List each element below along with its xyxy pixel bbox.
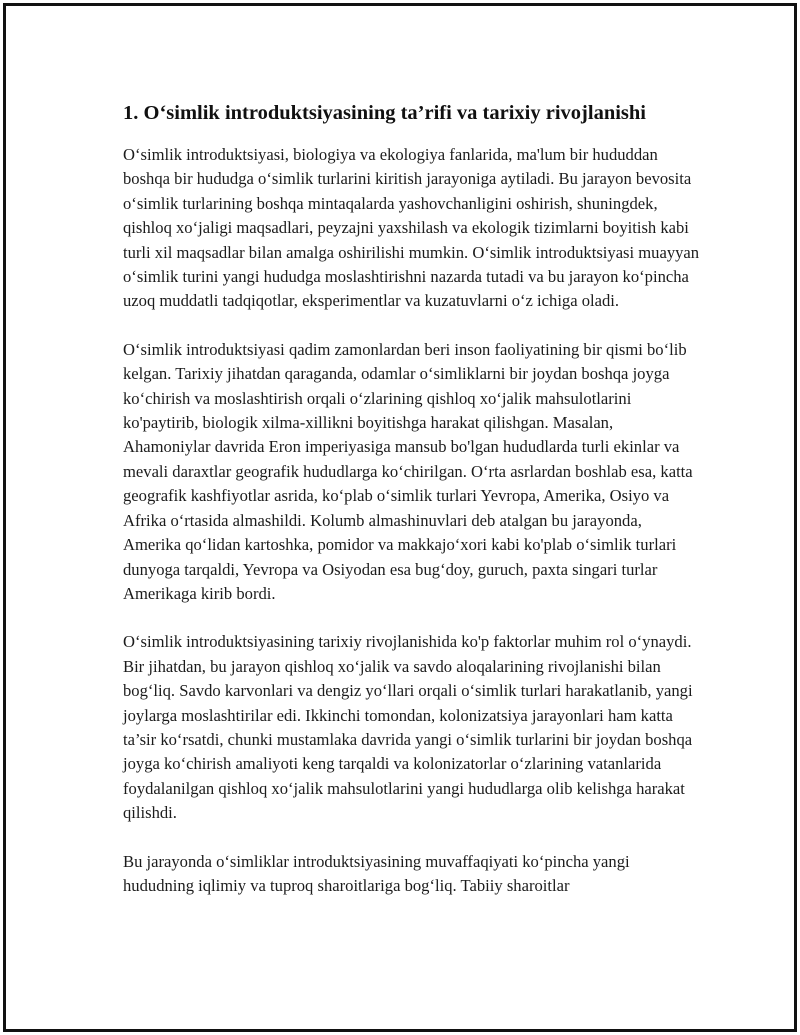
paragraph-factors: O‘simlik introduktsiyasining tarixiy rivojlanishida ko'p faktorlar muhim rol o‘ynaydi. Bir jihatdan, bu jarayon qishloq xo‘jalik va savdo aloqalarining rivojlanishi bilan bog‘liq. Savdo karvonlari va dengiz yo‘llari orqali o‘simlik turlari harakatlanib, yangi joylarga moslashtirilar edi. Ikkinchi tomondan, kolonizatsiya jarayonlari ham katta ta’sir ko‘rsatdi, chunki mustamlaka davrida yangi o‘simlik turlarini bir joydan boshqa joyga ko‘chirish amaliyoti keng tarqaldi va kolonizatorlar o‘zlarining vatanlarida foydalanilgan qishloq xo‘jalik mahsulotlarini yangi hududlarga olib kelishga harakat qilishdi. xyxy=(123,632,693,823)
paragraph-history: O‘simlik introduktsiyasi qadim zamonlardan beri inson faoliyatining bir qismi bo‘lib kelgan. Tarixiy jihatdan qaraganda, odamlar o‘simliklarni bir joydan boshqa joyga ko‘chirish va moslashtirish orqali o‘zlarining qishloq xo‘jalik mahsulotlarini ko'paytirib, biologik xilma-xillikni boyitishga harakat qilishgan. Masalan, Ahamoniylar davrida Eron imperiyasiga mansub bo'lgan hududlarda turli ekinlar va mevali daraxtlar geografik hududlarga ko‘chirilgan. O‘rta asrlardan boshlab esa, katta geografik kashfiyotlar asrida, ko‘plab o‘simlik turlari Yevropa, Amerika, Osiyo va Afrika o‘rtasida almashildi. Kolumb almashinuvlari deb atalgan bu jarayonda, Amerika qo‘lidan kartoshka, pomidor va makkajo‘xori kabi ko'plab o‘simlik turlari dunyoga tarqaldi, Yevropa va Osiyodan esa bug‘doy, guruch, paxta singari turlar Amerikaga kirib bordi. xyxy=(123,339,693,603)
paragraph-success-conditions: Bu jarayonda o‘simliklar introduktsiyasining muvaffaqiyati ko‘pincha yangi hududning iqlimiy va tuproq sharoitlariga bog‘liq. Tabiiy sharoitlar xyxy=(123,851,630,895)
page-frame xyxy=(3,3,797,1032)
section-heading: 1. O‘simlik introduktsiyasining ta’rifi va tarixiy rivojlanishi xyxy=(123,102,646,124)
paragraph-definition: O‘simlik introduktsiyasi, biologiya va ekologiya fanlarida, ma'lum bir hududdan boshqa bir hududga o‘simlik turlarini kiritish jarayoniga aytiladi. Bu jarayon bevosita o‘simlik turlarining boshqa mintaqalarda yashovchanligini oshirish, shuningdek, qishloq xo‘jaligi maqsadlari, peyzajni yaxshilash va ekologik tizimlarni boyitish kabi turli xil maqsadlar bilan amalga oshirilishi mumkin. O‘simlik introduktsiyasi muayyan o‘simlik turini yangi hududga moslashtirishni nazarda tutadi va bu jarayon ko‘pincha uzoq muddatli tadqiqotlar, eksperimentlar va kuzatuvlarni o‘z ichiga oladi. xyxy=(123,145,700,311)
document-body xyxy=(123,100,701,922)
